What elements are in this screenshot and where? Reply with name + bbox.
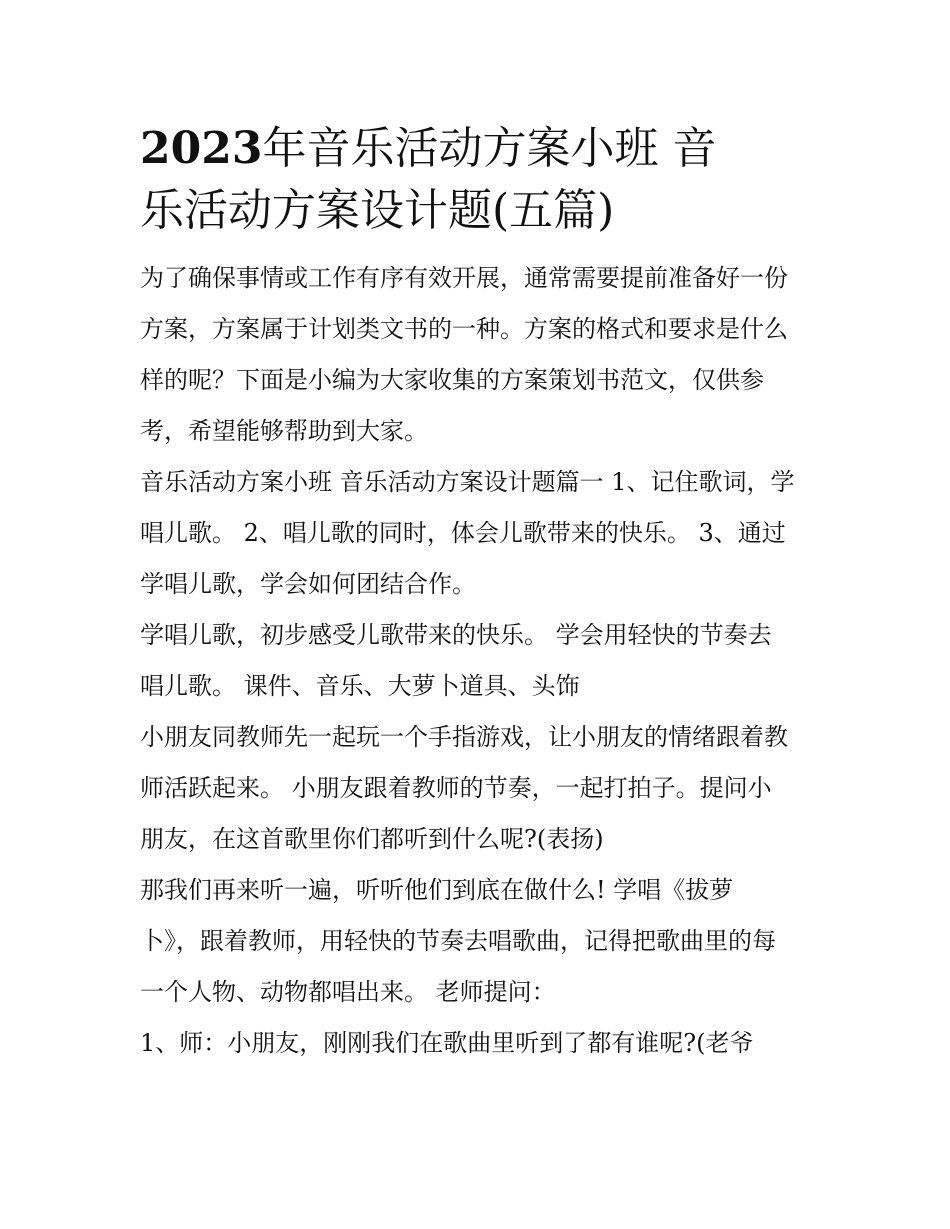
- title-line-1-text: 年音乐活动方案小班 音: [262, 123, 717, 174]
- text-line: 朋友，在这首歌里你们都听到什么呢?(表扬): [140, 825, 604, 853]
- paragraph-warmup: [140, 712, 820, 865]
- text-line: 师活跃起来。 小朋友跟着教师的节奏，一起打拍子。提问小: [140, 774, 772, 802]
- text-line: 方案，方案属于计划类文书的一种。方案的格式和要求是什么: [140, 315, 788, 343]
- text-line: 考，希望能够帮助到大家。: [140, 417, 428, 445]
- title-line-1: [140, 118, 820, 180]
- document-body: [140, 253, 820, 1069]
- text-line: 那我们再来听一遍，听听他们到底在做什么! 学唱《拔萝: [140, 876, 734, 904]
- paragraph-focus-materials: [140, 610, 820, 712]
- text-line: 1、师：小朋友，刚刚我们在歌曲里听到了都有谁呢?(老爷: [140, 1029, 754, 1057]
- text-line: 唱儿歌。 2、唱儿歌的同时，体会儿歌带来的快乐。 3、通过: [140, 519, 786, 547]
- text-line: 音乐活动方案小班 音乐活动方案设计题篇一 1、记住歌词，学: [140, 468, 795, 496]
- text-line: 学唱儿歌，初步感受儿歌带来的快乐。 学会用轻快的节奏去: [140, 621, 772, 649]
- paragraph-learning: [140, 865, 820, 1018]
- text-line: 卜》，跟着教师，用轻快的节奏去唱歌曲，记得把歌曲里的每: [140, 927, 776, 955]
- title-line-2: 乐活动方案设计题(五篇): [140, 185, 615, 236]
- text-line: 小朋友同教师先一起玩一个手指游戏，让小朋友的情绪跟着教: [140, 723, 788, 751]
- text-line: 一个人物、动物都唱出来。 老师提问：: [140, 978, 556, 1006]
- paragraph-intro: [140, 253, 820, 457]
- text-line: 学唱儿歌，学会如何团结合作。: [140, 570, 476, 598]
- document-page: [140, 118, 820, 1069]
- paragraph-goals: [140, 457, 820, 610]
- text-line: 样的呢？下面是小编为大家收集的方案策划书范文，仅供参: [140, 366, 764, 394]
- document-title: [140, 118, 820, 242]
- title-year: 2023: [140, 123, 263, 174]
- paragraph-question: [140, 1018, 820, 1069]
- text-line: 唱儿歌。 课件、音乐、大萝卜道具、头饰: [140, 672, 580, 700]
- text-line: 为了确保事情或工作有序有效开展，通常需要提前准备好一份: [140, 264, 788, 292]
